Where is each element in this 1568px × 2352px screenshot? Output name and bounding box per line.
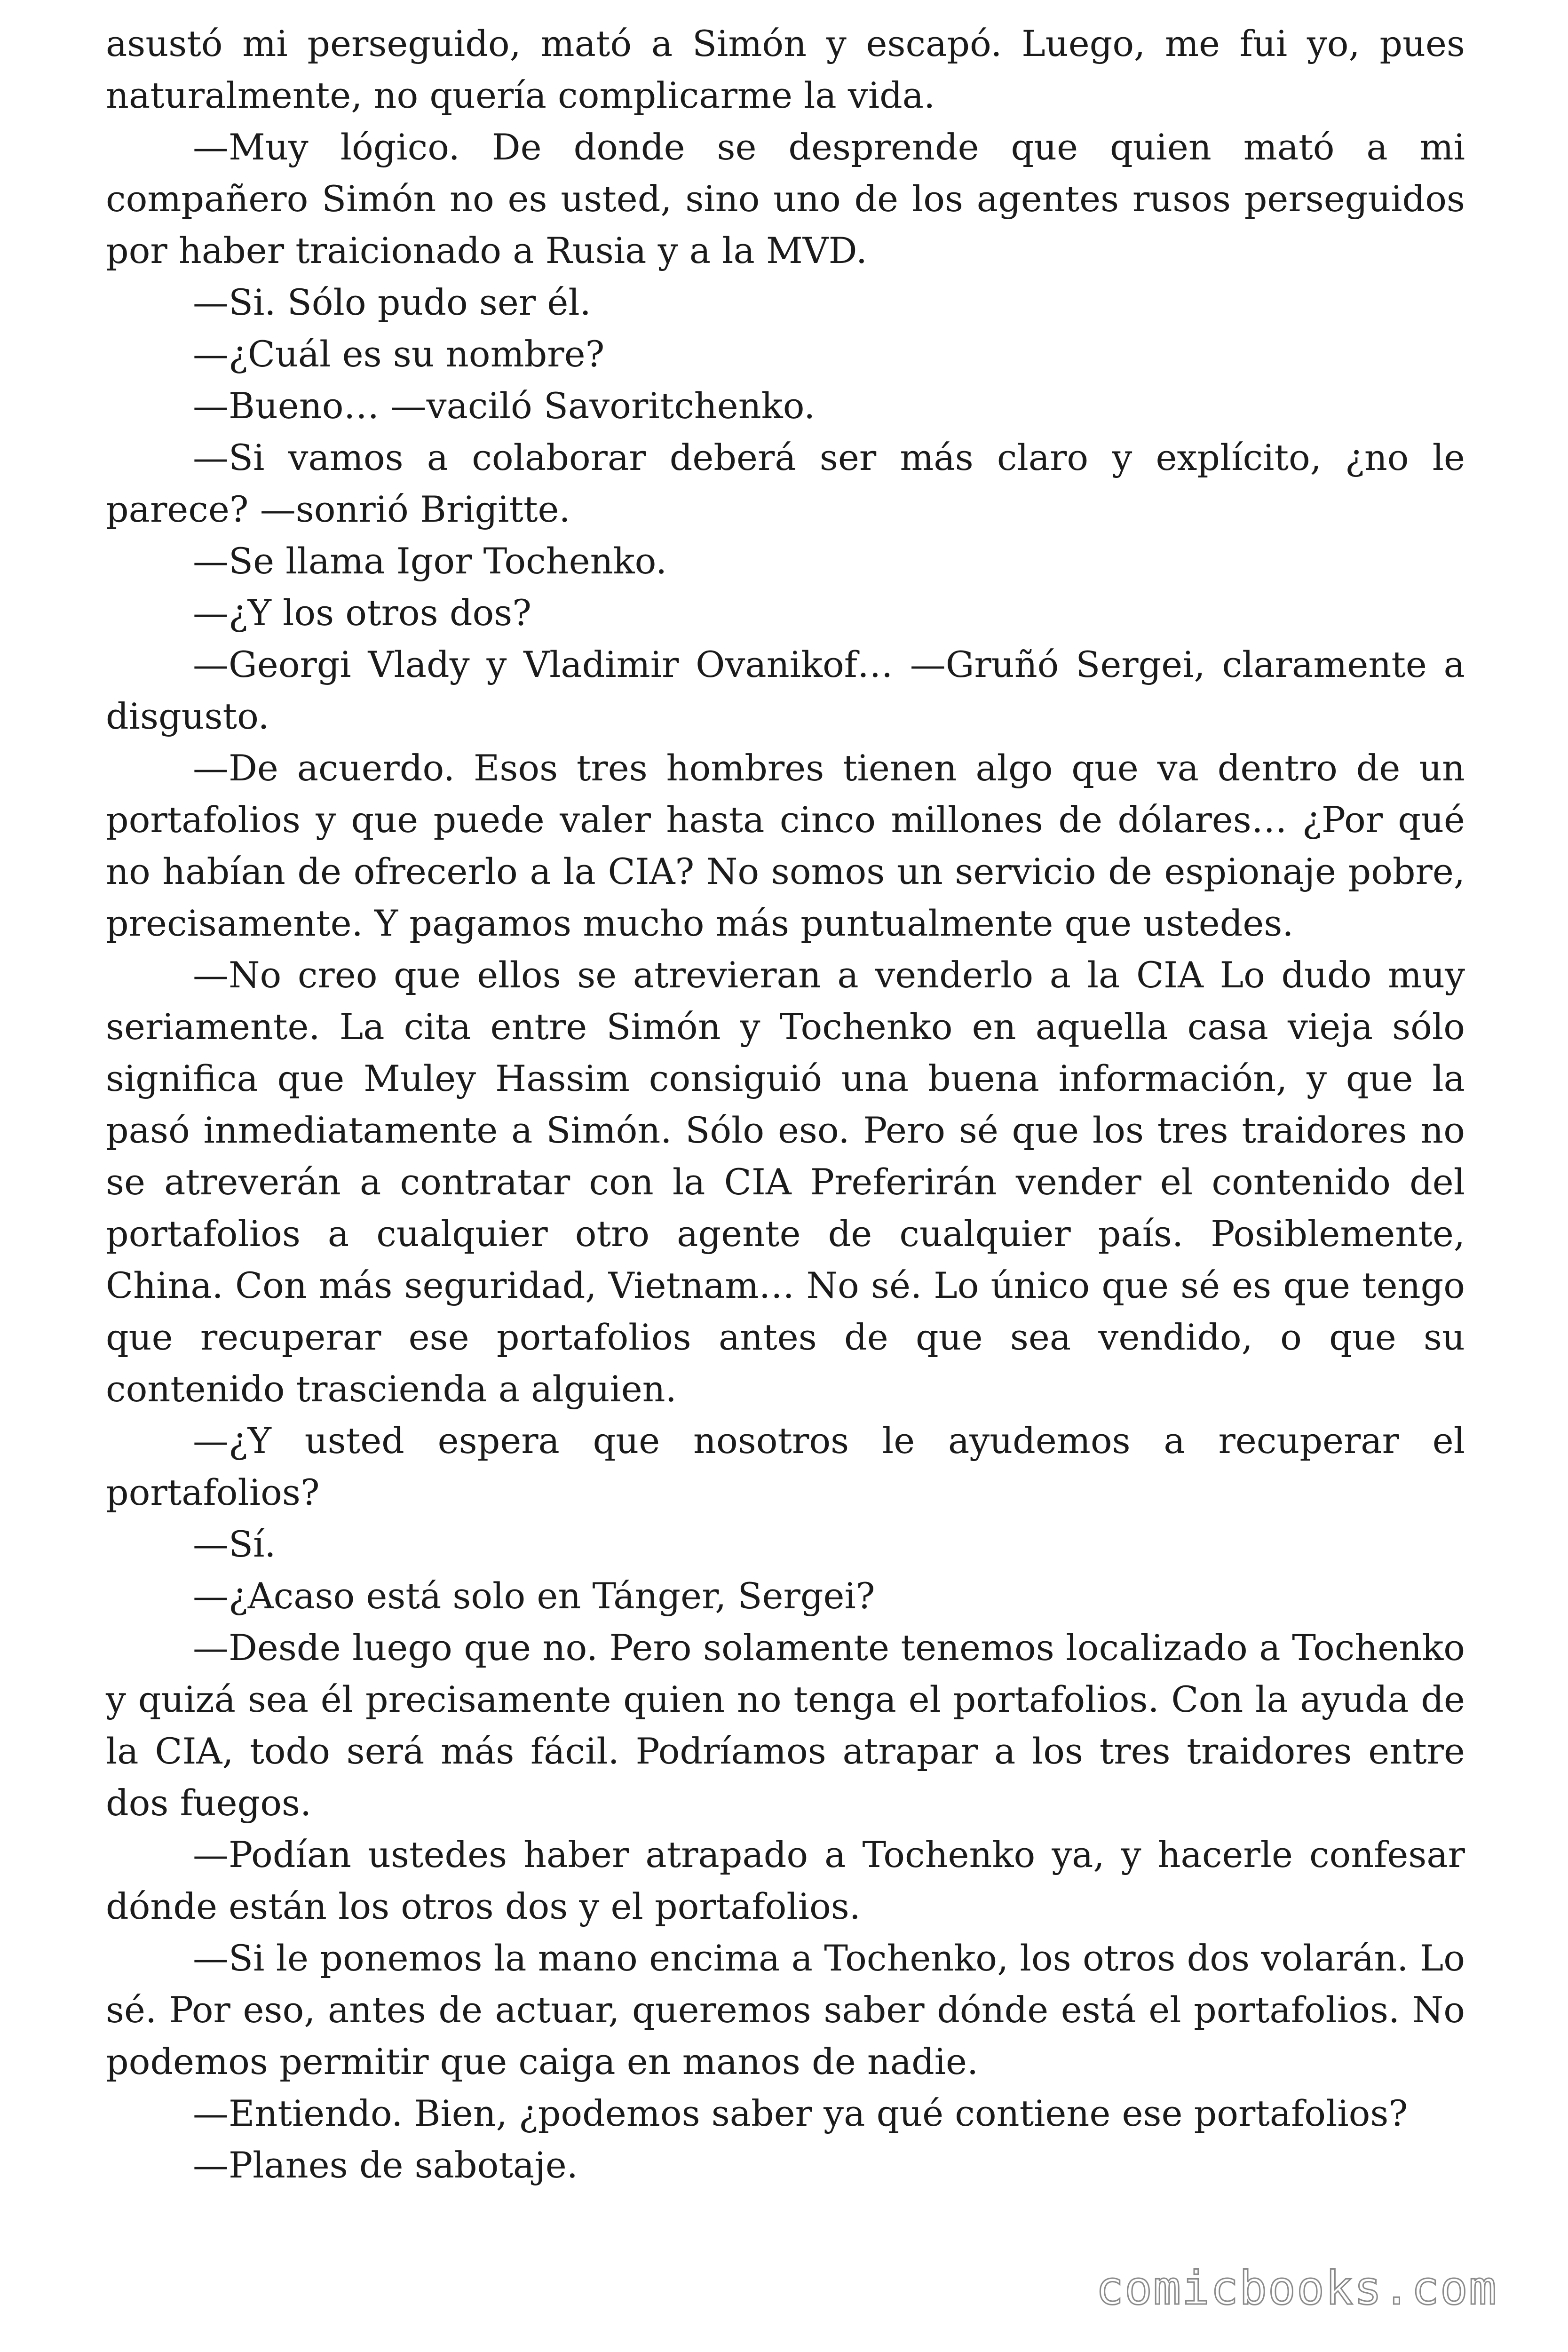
paragraph-10: —De acuerdo. Esos tres hombres tienen algo que va dentro de un portafolios y que puede valer hasta cinco millones de dólares… ¿Por qué no habían de ofrecerlo a la CIA? No somos un servicio de espionaje pobre, precisamente. Y pagamos mucho más puntualmente que ustedes. (106, 747, 1465, 944)
paragraph-5: —Bueno… —vaciló Savoritchenko. (193, 385, 816, 427)
paragraph-14: —¿Acaso está solo en Tánger, Sergei? (193, 1575, 875, 1617)
paragraph-6: —Si vamos a colaborar deberá ser más claro y explícito, ¿no le parece? —sonrió Brigitte. (106, 437, 1465, 530)
paragraph-8: —¿Y los otros dos? (193, 592, 531, 634)
paragraph-3: —Si. Sólo pudo ser él. (193, 281, 591, 323)
paragraph-7: —Se llama Igor Tochenko. (193, 540, 667, 582)
paragraph-4: —¿Cuál es su nombre? (193, 333, 605, 375)
text-column (106, 18, 1465, 2191)
paragraph-1: asustó mi perseguido, mató a Simón y escapó. Luego, me fui yo, pues naturalmente, no quería complicarme la vida. (106, 23, 1465, 116)
paragraph-13: —Sí. (193, 1523, 276, 1565)
paragraph-11: —No creo que ellos se atrevieran a venderlo a la CIA Lo dudo muy seriamente. La cita entre Simón y Tochenko en aquella casa vieja sólo significa que Muley Hassim consiguió una buena información, y que la pasó inmediatamente a Simón. Sólo eso. Pero sé que los tres traidores no se atreverán a contratar con la CIA Preferirán vender el contenido del portafolios a cualquier otro agente de cualquier país. Posiblemente, China. Con más seguridad, Vietnam… No sé. Lo único que sé es que tengo que recuperar ese portafolios antes de que sea vendido, o que su contenido trascienda a alguien. (106, 954, 1465, 1410)
watermark-text: comicbooks.com (1095, 2262, 1497, 2315)
paragraph-17: —Si le ponemos la mano encima a Tochenko, los otros dos volarán. Lo sé. Por eso, antes de actuar, queremos saber dónde está el portafolios. No podemos permitir que caiga en manos de nadie. (106, 1937, 1465, 2082)
paragraph-19: —Planes de sabotaje. (193, 2144, 578, 2186)
paragraph-12: —¿Y usted espera que nosotros le ayudemos a recuperar el portafolios? (106, 1420, 1465, 1513)
paragraph-2: —Muy lógico. De donde se desprende que quien mató a mi compañero Simón no es usted, sino uno de los agentes rusos perseguidos por haber traicionado a Rusia y a la MVD. (106, 126, 1465, 271)
paragraph-9: —Georgi Vlady y Vladimir Ovanikof… —Gruñó Sergei, claramente a disgusto. (106, 644, 1465, 737)
paragraph-15: —Desde luego que no. Pero solamente tenemos localizado a Tochenko y quizá sea él precisamente quien no tenga el portafolios. Con la ayuda de la CIA, todo será más fácil. Podríamos atrapar a los tres traidores entre dos fuegos. (106, 1627, 1465, 1824)
paragraph-18: —Entiendo. Bien, ¿podemos saber ya qué contiene ese portafolios? (193, 2092, 1408, 2134)
paragraph-16: —Podían ustedes haber atrapado a Tochenko ya, y hacerle confesar dónde están los otros dos y el portafolios. (106, 1834, 1465, 1927)
